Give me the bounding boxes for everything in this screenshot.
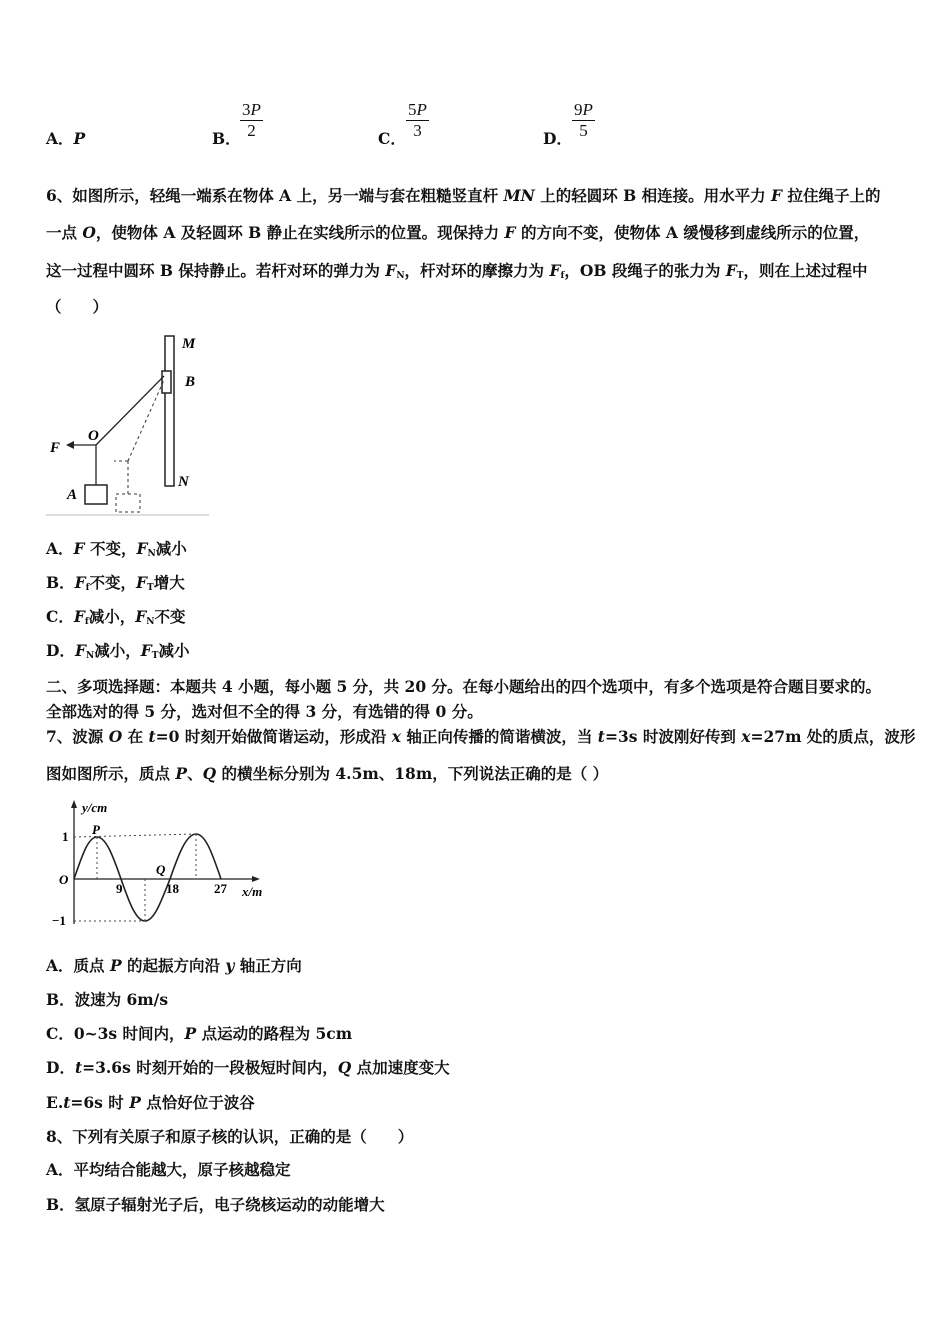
text-segment: t [63, 1093, 71, 1112]
text-segment: t [148, 727, 156, 746]
text-line [46, 223, 869, 243]
text-segment: 减小， [94, 641, 141, 660]
text-segment: 6、如图所示，轻绳一端系在物体 A 上，另一端与套在粗糙竖直杆 [46, 186, 504, 205]
text-segment: 这一过程中圆环 B 保持静止。若杆对环的弹力为 [46, 261, 386, 280]
rope-ob [96, 376, 164, 445]
text-segment: C． [46, 607, 74, 626]
text-segment: F [73, 539, 85, 558]
text-segment: 8、下列有关原子和原子核的认识，正确的是（ ） [46, 1127, 414, 1146]
text-line [46, 702, 483, 722]
text-segment: =3.6s 时刻开始的一段极短时间内， [82, 1058, 338, 1077]
text-segment: （ ） [46, 297, 109, 316]
label-b: B [185, 374, 196, 390]
text-segment: 不变， [89, 573, 137, 592]
text-segment: Q [202, 764, 217, 783]
tick-x9: 9 [116, 881, 123, 896]
q7-wave-figure [44, 796, 284, 931]
text-line [46, 1195, 385, 1215]
tick-ym1: −1 [52, 913, 66, 928]
label-a: A [67, 487, 78, 503]
q5-option-c-label[interactable]: C． [378, 129, 406, 148]
text-line [46, 186, 880, 206]
text-segment: F [136, 573, 148, 592]
text-segment: 点运动的路程为 5cm [196, 1024, 353, 1043]
text-line [46, 1127, 413, 1147]
text-line [46, 1058, 450, 1078]
text-segment: ，则在上述过程中 [743, 261, 868, 280]
subscript: f [560, 271, 565, 281]
q5-option-c-fraction: $\frac{5P}{3}$ [408, 100, 427, 140]
text-segment: =6s 时 [70, 1093, 130, 1112]
y-axis-label: y/cm [82, 800, 108, 815]
text-segment: 点加速度变大 [351, 1058, 450, 1077]
subscript: N [396, 271, 405, 281]
text-line [46, 677, 881, 697]
text-line [46, 297, 108, 317]
text-segment: x [741, 727, 751, 746]
text-segment: D． [46, 1058, 75, 1077]
text-segment: 的方向不变，使物体 A 缓慢移到虚线所示的位置， [515, 223, 870, 242]
q5-option-a[interactable]: A．P [46, 129, 86, 148]
text-segment: 一点 [46, 223, 83, 242]
label-origin: O [59, 872, 69, 887]
text-segment: =0 时刻开始做简谐运动，形成沿 [155, 727, 392, 746]
text-line [46, 641, 189, 666]
text-segment: F [136, 539, 148, 558]
text-segment: F [549, 261, 561, 280]
text-segment: =27m 处的质点，波形 [750, 727, 916, 746]
text-segment: F [135, 607, 147, 626]
text-segment: O [108, 727, 123, 746]
x-axis-arrow-icon [252, 876, 260, 882]
text-line [46, 1160, 291, 1180]
dashed-block-a [116, 494, 140, 512]
text-segment: B．波速为 6m/s [46, 990, 169, 1009]
text-segment: 不变， [84, 539, 137, 558]
tick-y1: 1 [62, 829, 69, 844]
text-segment: E. [46, 1093, 64, 1112]
text-segment: F [771, 186, 783, 205]
subscript: N [146, 617, 155, 627]
text-segment: =3s 时波刚好传到 [604, 727, 742, 746]
text-segment: F [504, 223, 516, 242]
text-segment: O [82, 223, 96, 242]
subscript: f [84, 617, 89, 627]
text-segment: B．氢原子辐射光子后，电子绕核运动的动能增大 [46, 1195, 385, 1214]
text-line [46, 261, 867, 286]
text-segment: t [597, 727, 605, 746]
text-segment: ，杆对环的摩擦力为 [404, 261, 550, 280]
subscript: N [147, 549, 156, 559]
q5-option-b-label[interactable]: B． [212, 129, 241, 148]
x-axis-label: x/m [242, 884, 263, 899]
tick-x27: 27 [214, 881, 227, 896]
text-segment: 减小 [158, 641, 190, 660]
text-segment: F [74, 641, 86, 660]
text-segment: 在 [122, 727, 149, 746]
q5-option-b-fraction: $\frac{3P}{2}$ [242, 100, 261, 140]
text-segment: 不变 [154, 607, 186, 626]
text-segment: MN [503, 186, 535, 205]
text-segment: ，OB 段绳子的张力为 [564, 261, 726, 280]
text-segment: 二、多项选择题：本题共 4 小题，每小题 5 分，共 20 分。在每小题给出的四个选项中，有多个选项是符合题目要求的。 [46, 677, 882, 696]
subscript: T [147, 583, 154, 593]
text-segment: C．0~3s 时间内， [46, 1024, 185, 1043]
text-segment: A．质点 [46, 956, 110, 975]
text-segment: F [725, 261, 737, 280]
text-segment: 减小 [155, 539, 187, 558]
text-segment: 图如图所示，质点 [46, 764, 176, 783]
y-axis-arrow-icon [71, 800, 77, 808]
wave-curve [74, 834, 221, 921]
q5-option-d-fraction: $\frac{9P}{5}$ [574, 100, 593, 140]
subscript: T [736, 271, 744, 281]
text-line [46, 607, 186, 632]
text-segment: Q [337, 1058, 352, 1077]
text-segment: 、 [187, 764, 203, 783]
text-segment: ，使物体 A 及轻圆环 B 静止在实线所示的位置。现保持力 [95, 223, 505, 242]
text-segment: 减小， [88, 607, 136, 626]
text-segment: P [129, 1093, 141, 1112]
text-segment: 的横坐标分别为 4.5m、18m，下列说法正确的是（ ） [216, 764, 609, 783]
text-segment: 上的轻圆环 B 相连接。用水平力 [534, 186, 772, 205]
text-segment: y [225, 956, 235, 975]
arrow-head-icon [66, 441, 74, 449]
label-p: P [92, 822, 100, 837]
subscript: f [85, 583, 90, 593]
subscript: N [85, 651, 95, 661]
text-segment: P [175, 764, 188, 783]
text-segment: P [109, 956, 122, 975]
text-line [46, 956, 302, 976]
text-line [46, 1093, 255, 1113]
dashed-rope [128, 380, 164, 461]
text-segment: 7、波源 [46, 727, 109, 746]
subscript: T [151, 651, 159, 661]
text-segment: 轴正方向 [234, 956, 302, 975]
label-q: Q [156, 862, 166, 877]
label-f: F [50, 440, 61, 456]
label-o: O [88, 428, 99, 444]
text-line [46, 764, 608, 784]
block-a [85, 485, 107, 504]
text-segment: 点恰好位于波谷 [140, 1093, 255, 1112]
label-n: N [178, 474, 189, 490]
text-segment: x [391, 727, 401, 746]
text-line [46, 539, 187, 564]
tick-x18: 18 [166, 881, 179, 896]
text-segment: F [73, 607, 85, 626]
text-segment: P [184, 1024, 197, 1043]
q5-option-d-label[interactable]: D． [543, 129, 572, 148]
text-segment: B． [46, 573, 75, 592]
label-m: M [182, 336, 196, 352]
text-segment: 拉住绳子上的 [782, 186, 881, 205]
text-segment: 轴正向传播的简谐横波，当 [401, 727, 598, 746]
text-segment: F [74, 573, 86, 592]
text-segment: A．平均结合能越大，原子核越稳定 [46, 1160, 291, 1179]
text-segment: 的起振方向沿 [121, 956, 226, 975]
q6-figure [44, 328, 214, 520]
text-segment: t [74, 1058, 83, 1077]
text-segment: A． [46, 539, 74, 558]
text-segment: D． [46, 641, 75, 660]
text-line [46, 727, 915, 747]
text-line [46, 990, 168, 1010]
text-segment: F [140, 641, 152, 660]
text-segment: 全部选对的得 5 分，选对但不全的得 3 分，有选错的得 0 分。 [46, 702, 483, 721]
text-segment: 增大 [153, 573, 185, 592]
text-segment: F [385, 261, 397, 280]
rod-mn [165, 336, 174, 486]
text-line [46, 573, 185, 598]
text-line [46, 1024, 352, 1044]
